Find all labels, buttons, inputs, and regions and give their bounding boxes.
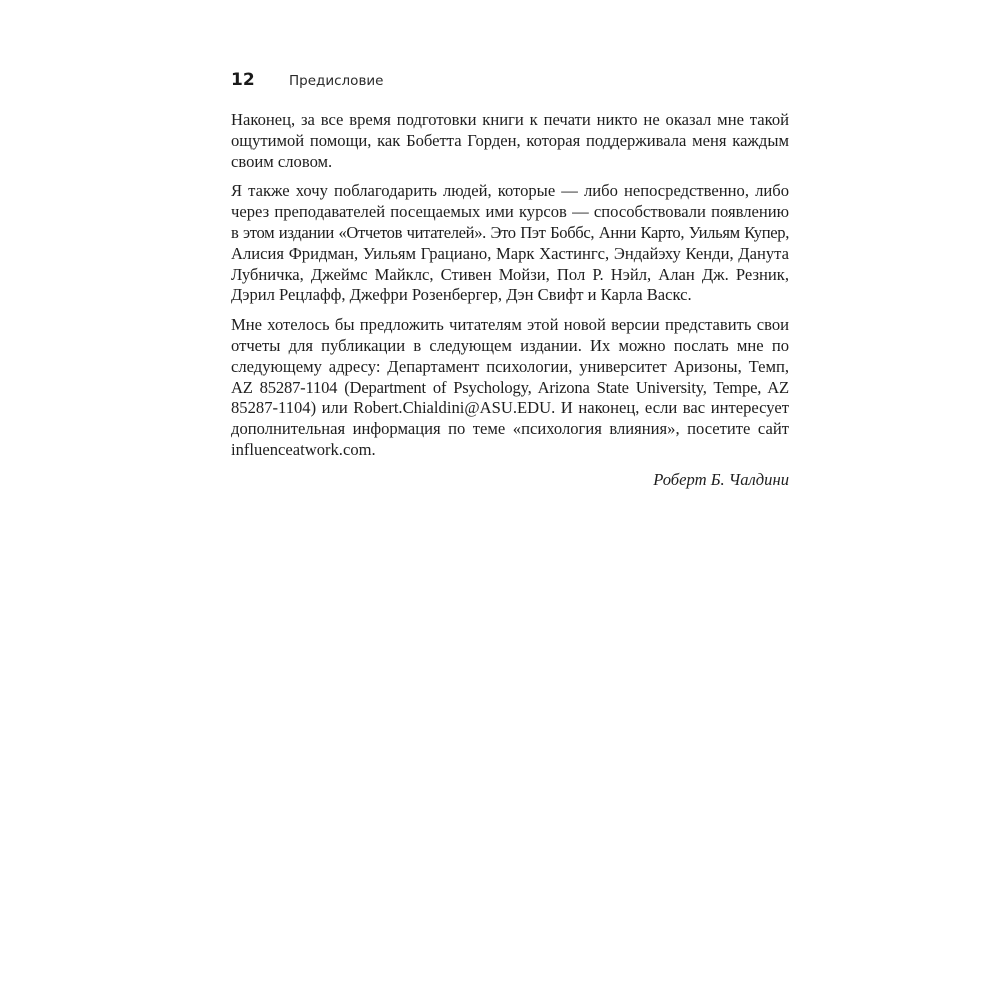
text-line: своим словом.	[231, 151, 333, 171]
text-line: следующему адресу: Департамент психологии, университет Аризоны, Темп,	[231, 356, 789, 376]
page-number: 12	[231, 70, 255, 90]
text-line: Мне хотелось бы предложить читателям этой новой версии представить свои	[231, 315, 789, 335]
text-line: отчеты для публикации в следующем издании. Их можно послать мне по	[231, 335, 789, 355]
text-line: в этом издании «Отчетов читателей». Это Пэт Боббс, Анни Карто, Уильям Купер,	[231, 222, 789, 242]
text-line: Наконец, за все время подготовки книги к печати никто не оказал мне такой	[231, 110, 789, 129]
text-line: дополнительная информация по теме «психология влияния», посетите сайт	[231, 419, 789, 439]
running-head	[231, 70, 383, 96]
text-line: Алисия Фридман, Уильям Грациано, Марк Хастингс, Эндайэху Кенди, Данута	[231, 243, 789, 263]
paragraph-acknowledgement-readers	[231, 181, 789, 306]
paragraph-invitation	[231, 315, 789, 461]
text-line: AZ 85287-1104 (Department of Psychology, Arizona State University, Tempe, AZ	[231, 377, 789, 397]
author-signature: Роберт Б. Чалдини	[653, 469, 789, 489]
text-line: Лубничка, Джеймс Майклс, Стивен Мойзи, Пол Р. Нэйл, Алан Дж. Резник,	[231, 264, 789, 284]
section-title: Предисловие	[289, 73, 384, 89]
text-line: ощутимой помощи, как Бобетта Горден, которая поддерживала меня каждым	[231, 130, 789, 150]
text-line: Дэрил Рецлафф, Джефри Розенбергер, Дэн Свифт и Карла Васкс.	[231, 285, 692, 305]
text-line: 85287-1104) или Robert.Chialdini@ASU.EDU. И наконец, если вас интересует	[231, 398, 789, 418]
text-line: через преподавателей посещаемых ими курсов — способствовали появлению	[231, 202, 789, 222]
paragraph-acknowledgement-gorden	[231, 110, 789, 172]
text-line: Я также хочу поблагодарить людей, которые — либо непосредственно, либо	[231, 181, 789, 201]
body-text	[231, 110, 789, 491]
text-line: influenceatwork.com.	[231, 439, 376, 459]
